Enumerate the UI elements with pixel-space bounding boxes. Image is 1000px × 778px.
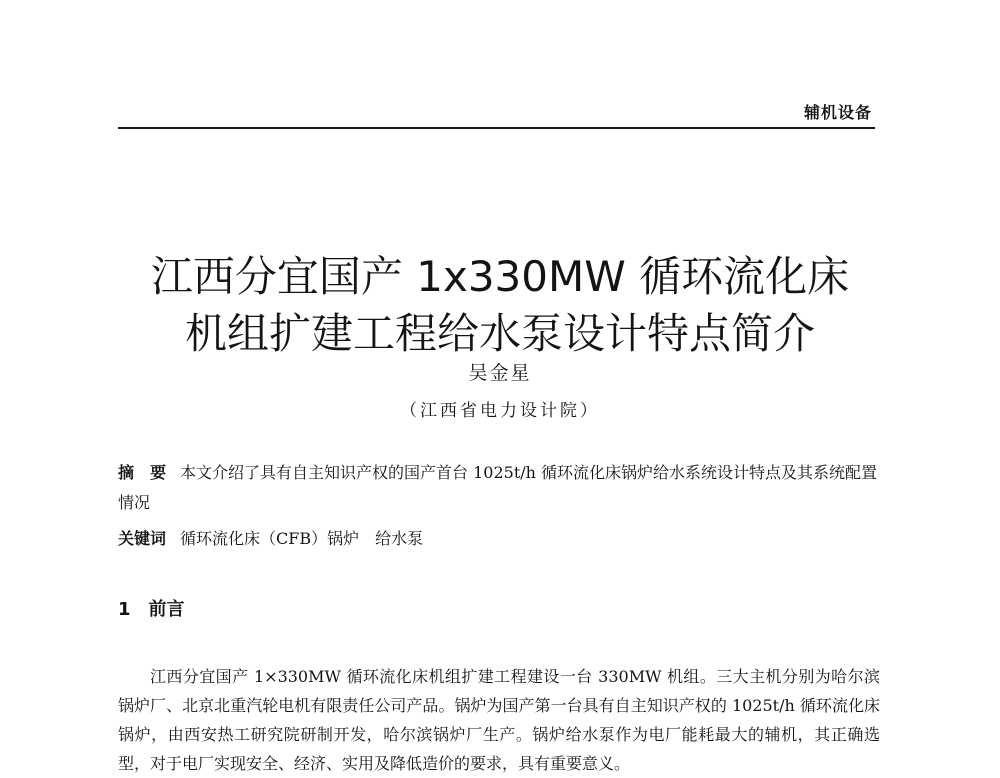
- keyword-item: 给水泵: [375, 529, 424, 548]
- section-title: 前言: [148, 599, 185, 620]
- body-paragraph: 江西分宜国产 1×330MW 循环流化床机组扩建工程建设一台 330MW 机组。三大主机分别为哈尔滨锅炉厂、北京北重汽轮电机有限责任公司产品。锅炉为国产第一台具有自主知识产权的 1025t/h 循环流化床锅炉，由西安热工研究院研制开发，哈尔滨锅炉厂生产。锅炉给水泵作为电厂能耗最大的辅机，其正确选型，对于电厂实现安全、经济、实用及降低造价的要求，具有重要意义。: [118, 667, 880, 773]
- keywords: [118, 526, 878, 552]
- section-number: 1: [118, 599, 131, 620]
- keyword-item: 循环流化床（CFB）锅炉: [180, 529, 360, 548]
- section-heading: [118, 595, 185, 621]
- affiliation: （江西省电力设计院）: [400, 401, 600, 421]
- abstract-text: 本文介绍了具有自主知识产权的国产首台 1025t/h 循环流化床锅炉给水系统设计特点及其系统配置情况: [118, 463, 878, 512]
- section-tag: 辅机设备: [803, 103, 872, 122]
- abstract: [118, 458, 878, 518]
- title-line-2: 机组扩建工程给水泵设计特点简介: [184, 309, 815, 359]
- keywords-label: 关键词: [118, 529, 167, 548]
- author: 吴金星: [468, 362, 532, 384]
- header-rule: [118, 127, 875, 129]
- abstract-label: 摘 要: [118, 463, 167, 482]
- title-line-1: 江西分宜国产 1x330MW 循环流化床: [150, 252, 850, 302]
